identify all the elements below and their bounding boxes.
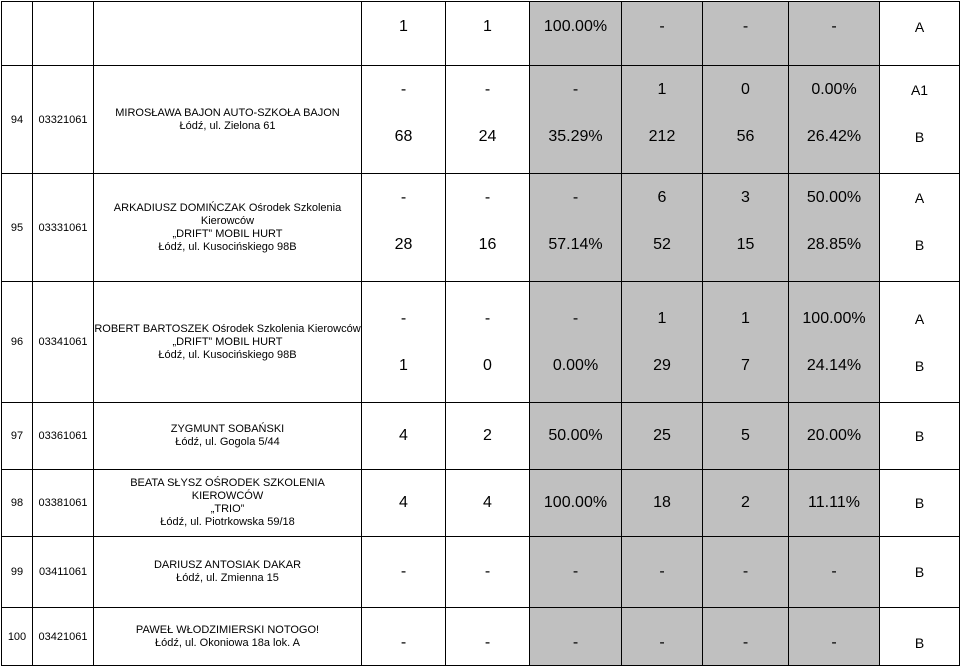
entry-number: 95 bbox=[2, 174, 33, 282]
category-cell: B bbox=[880, 221, 960, 268]
category-cell: B bbox=[880, 416, 960, 456]
spacer-cell bbox=[362, 608, 446, 622]
spacer-cell bbox=[622, 537, 703, 551]
name-line: „TRIO” bbox=[210, 503, 245, 515]
spacer-cell bbox=[789, 456, 880, 470]
name-line: Łódź, ul. Kusocińskiego 98B bbox=[158, 240, 297, 253]
spacer-cell bbox=[880, 456, 960, 470]
spacer-cell bbox=[530, 523, 622, 537]
entry-number: 100 bbox=[2, 608, 33, 666]
stat-cell: - bbox=[789, 550, 880, 594]
spacer-cell bbox=[880, 268, 960, 282]
spacer-cell bbox=[789, 403, 880, 417]
spacer-cell bbox=[789, 268, 880, 282]
spacer-cell bbox=[362, 470, 446, 484]
entry-name bbox=[94, 537, 362, 608]
name-line: Łódź, ul. Zielona 61 bbox=[179, 119, 276, 132]
stat-cell: 56 bbox=[703, 113, 789, 160]
stat-cell: - bbox=[703, 550, 789, 594]
stat-cell: - bbox=[362, 295, 446, 342]
spacer-cell bbox=[880, 52, 960, 66]
spacer-cell bbox=[530, 470, 622, 484]
spacer-cell bbox=[530, 282, 622, 296]
stat-cell: - bbox=[789, 2, 880, 53]
results-table bbox=[1, 1, 960, 666]
spacer-cell bbox=[622, 470, 703, 484]
stat-cell: 35.29% bbox=[530, 113, 622, 160]
stat-cell: 1 bbox=[362, 2, 446, 53]
name-line: DARIUSZ ANTOSIAK DAKAR bbox=[153, 559, 302, 571]
spacer-cell bbox=[530, 52, 622, 66]
category-cell: A1 bbox=[880, 66, 960, 114]
category-cell: A bbox=[880, 2, 960, 53]
entry-code bbox=[33, 2, 94, 66]
stat-cell: - bbox=[530, 621, 622, 666]
stat-cell: - bbox=[362, 66, 446, 114]
spacer-cell bbox=[880, 403, 960, 417]
spacer-cell bbox=[789, 523, 880, 537]
name-line: MIROSŁAWA BAJON AUTO-SZKOŁA BAJON bbox=[115, 106, 340, 119]
stat-cell: 11.11% bbox=[789, 483, 880, 523]
spacer-cell bbox=[446, 456, 530, 470]
spacer-cell bbox=[703, 52, 789, 66]
spacer-cell bbox=[622, 608, 703, 622]
stat-cell: - bbox=[362, 550, 446, 594]
stat-cell: 0 bbox=[446, 342, 530, 389]
entry-name bbox=[94, 66, 362, 174]
spacer-cell bbox=[622, 268, 703, 282]
entry-code: 03421061 bbox=[33, 608, 94, 666]
stat-cell: - bbox=[362, 174, 446, 222]
stat-cell: 57.14% bbox=[530, 221, 622, 268]
entry-number: 96 bbox=[2, 282, 33, 403]
stat-cell: 20.00% bbox=[789, 416, 880, 456]
spacer-cell bbox=[530, 456, 622, 470]
spacer-cell bbox=[446, 282, 530, 296]
entry-row bbox=[2, 2, 960, 53]
spacer-cell bbox=[622, 523, 703, 537]
category-cell: B bbox=[880, 342, 960, 389]
stat-cell: 50.00% bbox=[530, 416, 622, 456]
spacer-cell bbox=[789, 160, 880, 174]
stat-cell: - bbox=[530, 295, 622, 342]
spacer-cell bbox=[362, 403, 446, 417]
spacer-cell bbox=[362, 268, 446, 282]
spacer-cell bbox=[880, 608, 960, 622]
spacer-cell bbox=[530, 537, 622, 551]
spacer-cell bbox=[362, 523, 446, 537]
stat-cell: 28.85% bbox=[789, 221, 880, 268]
spacer-cell bbox=[789, 389, 880, 403]
stat-cell: - bbox=[622, 2, 703, 53]
stat-cell: - bbox=[789, 621, 880, 666]
spacer-cell bbox=[446, 160, 530, 174]
spacer-cell bbox=[703, 389, 789, 403]
entry-name bbox=[94, 282, 362, 403]
name-line: Łódź, ul. Zmienna 15 bbox=[176, 572, 279, 584]
spacer-cell bbox=[446, 523, 530, 537]
entry-name bbox=[94, 470, 362, 537]
stat-cell: - bbox=[446, 621, 530, 666]
stat-cell: 52 bbox=[622, 221, 703, 268]
spacer-cell bbox=[446, 537, 530, 551]
stat-cell: 18 bbox=[622, 483, 703, 523]
category-cell: B bbox=[880, 483, 960, 523]
stat-cell: - bbox=[446, 66, 530, 114]
stat-cell: 1 bbox=[362, 342, 446, 389]
stat-cell: 100.00% bbox=[530, 483, 622, 523]
stat-cell: 100.00% bbox=[530, 2, 622, 53]
spacer-cell bbox=[789, 537, 880, 551]
spacer-cell bbox=[880, 594, 960, 608]
stat-cell: - bbox=[622, 621, 703, 666]
spacer-cell bbox=[789, 52, 880, 66]
entry-number: 97 bbox=[2, 403, 33, 470]
spacer-cell bbox=[880, 389, 960, 403]
entry-code: 03321061 bbox=[33, 66, 94, 174]
stat-cell: 29 bbox=[622, 342, 703, 389]
stat-cell: - bbox=[362, 621, 446, 666]
spacer-cell bbox=[362, 594, 446, 608]
entry-row bbox=[2, 608, 960, 622]
stat-cell: 24 bbox=[446, 113, 530, 160]
stat-cell: 5 bbox=[703, 416, 789, 456]
name-line: Łódź, ul. Kusocińskiego 98B bbox=[158, 348, 297, 361]
spacer-cell bbox=[446, 608, 530, 622]
name-line: „DRIFT” MOBIL HURT bbox=[172, 335, 283, 348]
stat-cell: - bbox=[446, 550, 530, 594]
spacer-cell bbox=[789, 608, 880, 622]
spacer-cell bbox=[880, 523, 960, 537]
stat-cell: 3 bbox=[703, 174, 789, 222]
spacer-cell bbox=[703, 523, 789, 537]
spacer-cell bbox=[880, 537, 960, 551]
category-cell: A bbox=[880, 174, 960, 222]
entry-row bbox=[2, 403, 960, 417]
name-line: Łódź, ul. Okoniowa 18a lok. A bbox=[155, 636, 300, 649]
stat-cell: 4 bbox=[362, 416, 446, 456]
entry-code: 03381061 bbox=[33, 470, 94, 537]
spacer-cell bbox=[880, 160, 960, 174]
stat-cell: 68 bbox=[362, 113, 446, 160]
entry-row bbox=[2, 174, 960, 222]
spacer-cell bbox=[703, 608, 789, 622]
spacer-cell bbox=[703, 282, 789, 296]
entry-number: 99 bbox=[2, 537, 33, 608]
entry-name bbox=[94, 174, 362, 282]
stat-cell: 4 bbox=[446, 483, 530, 523]
spacer-cell bbox=[530, 403, 622, 417]
spacer-cell bbox=[446, 52, 530, 66]
stat-cell: 2 bbox=[703, 483, 789, 523]
spacer-cell bbox=[362, 456, 446, 470]
spacer-cell bbox=[789, 594, 880, 608]
stat-cell: - bbox=[703, 2, 789, 53]
spacer-cell bbox=[703, 456, 789, 470]
stat-cell: 1 bbox=[446, 2, 530, 53]
entry-name bbox=[94, 608, 362, 666]
name-line: „DRIFT” MOBIL HURT bbox=[172, 227, 283, 240]
stat-cell: 26.42% bbox=[789, 113, 880, 160]
spacer-cell bbox=[880, 282, 960, 296]
spacer-cell bbox=[703, 470, 789, 484]
name-line: ROBERT BARTOSZEK Ośrodek Szkolenia Kierowców bbox=[94, 322, 361, 335]
entry-number: 98 bbox=[2, 470, 33, 537]
spacer-cell bbox=[622, 594, 703, 608]
stat-cell: - bbox=[446, 295, 530, 342]
spacer-cell bbox=[880, 470, 960, 484]
name-line: Łódź, ul. Gogola 5/44 bbox=[175, 436, 280, 448]
name-line: ARKADIUSZ DOMIŃCZAK Ośrodek Szkolenia Kierowców bbox=[113, 201, 342, 227]
spacer-cell bbox=[622, 160, 703, 174]
stat-cell: 15 bbox=[703, 221, 789, 268]
stat-cell: 0.00% bbox=[530, 342, 622, 389]
spacer-cell bbox=[446, 268, 530, 282]
stat-cell: - bbox=[530, 66, 622, 114]
entry-number bbox=[2, 2, 33, 66]
stat-cell: - bbox=[446, 174, 530, 222]
entry-code: 03411061 bbox=[33, 537, 94, 608]
entry-row bbox=[2, 66, 960, 114]
entry-code: 03331061 bbox=[33, 174, 94, 282]
stat-cell: 25 bbox=[622, 416, 703, 456]
entry-name bbox=[94, 403, 362, 470]
name-line: ZYGMUNT SOBAŃSKI bbox=[170, 423, 285, 435]
stat-cell: - bbox=[703, 621, 789, 666]
spacer-cell bbox=[622, 282, 703, 296]
spacer-cell bbox=[703, 403, 789, 417]
spacer-cell bbox=[446, 389, 530, 403]
spacer-cell bbox=[530, 389, 622, 403]
spacer-cell bbox=[703, 268, 789, 282]
stat-cell: 1 bbox=[622, 295, 703, 342]
spacer-cell bbox=[530, 594, 622, 608]
entry-number: 94 bbox=[2, 66, 33, 174]
category-cell: B bbox=[880, 113, 960, 160]
stat-cell: 100.00% bbox=[789, 295, 880, 342]
spacer-cell bbox=[622, 389, 703, 403]
entry-code: 03361061 bbox=[33, 403, 94, 470]
stat-cell: 1 bbox=[703, 295, 789, 342]
stat-cell: - bbox=[530, 174, 622, 222]
stat-cell: 6 bbox=[622, 174, 703, 222]
entry-row bbox=[2, 282, 960, 296]
spacer-cell bbox=[446, 594, 530, 608]
stat-cell: 0 bbox=[703, 66, 789, 114]
spacer-cell bbox=[362, 389, 446, 403]
stat-cell: 50.00% bbox=[789, 174, 880, 222]
spacer-cell bbox=[362, 537, 446, 551]
stat-cell: - bbox=[622, 550, 703, 594]
spacer-cell bbox=[362, 160, 446, 174]
stat-cell: 7 bbox=[703, 342, 789, 389]
entry-row bbox=[2, 470, 960, 484]
stat-cell: 1 bbox=[622, 66, 703, 114]
stat-cell: 16 bbox=[446, 221, 530, 268]
stat-cell: 4 bbox=[362, 483, 446, 523]
entry-row bbox=[2, 537, 960, 551]
stat-cell: 2 bbox=[446, 416, 530, 456]
spacer-cell bbox=[446, 470, 530, 484]
spacer-cell bbox=[622, 456, 703, 470]
spacer-cell bbox=[362, 282, 446, 296]
spacer-cell bbox=[703, 537, 789, 551]
name-line: Łódź, ul. Piotrkowska 59/18 bbox=[160, 516, 295, 528]
name-line: BEATA SŁYSZ OŚRODEK SZKOLENIA KIEROWCÓW bbox=[130, 477, 325, 502]
stat-cell: 0.00% bbox=[789, 66, 880, 114]
stat-cell: 28 bbox=[362, 221, 446, 268]
spacer-cell bbox=[530, 160, 622, 174]
stat-cell: - bbox=[530, 550, 622, 594]
entry-name bbox=[94, 2, 362, 66]
spacer-cell bbox=[789, 282, 880, 296]
spacer-cell bbox=[530, 608, 622, 622]
category-cell: A bbox=[880, 295, 960, 342]
category-cell: B bbox=[880, 550, 960, 594]
spacer-cell bbox=[703, 594, 789, 608]
spacer-cell bbox=[703, 160, 789, 174]
stat-cell: 24.14% bbox=[789, 342, 880, 389]
category-cell: B bbox=[880, 621, 960, 666]
entry-code: 03341061 bbox=[33, 282, 94, 403]
spacer-cell bbox=[362, 52, 446, 66]
spacer-cell bbox=[622, 403, 703, 417]
name-line: PAWEŁ WŁODZIMIERSKI NOTOGO! bbox=[135, 623, 320, 636]
spacer-cell bbox=[789, 470, 880, 484]
spacer-cell bbox=[622, 52, 703, 66]
spacer-cell bbox=[446, 403, 530, 417]
spacer-cell bbox=[530, 268, 622, 282]
stat-cell: 212 bbox=[622, 113, 703, 160]
